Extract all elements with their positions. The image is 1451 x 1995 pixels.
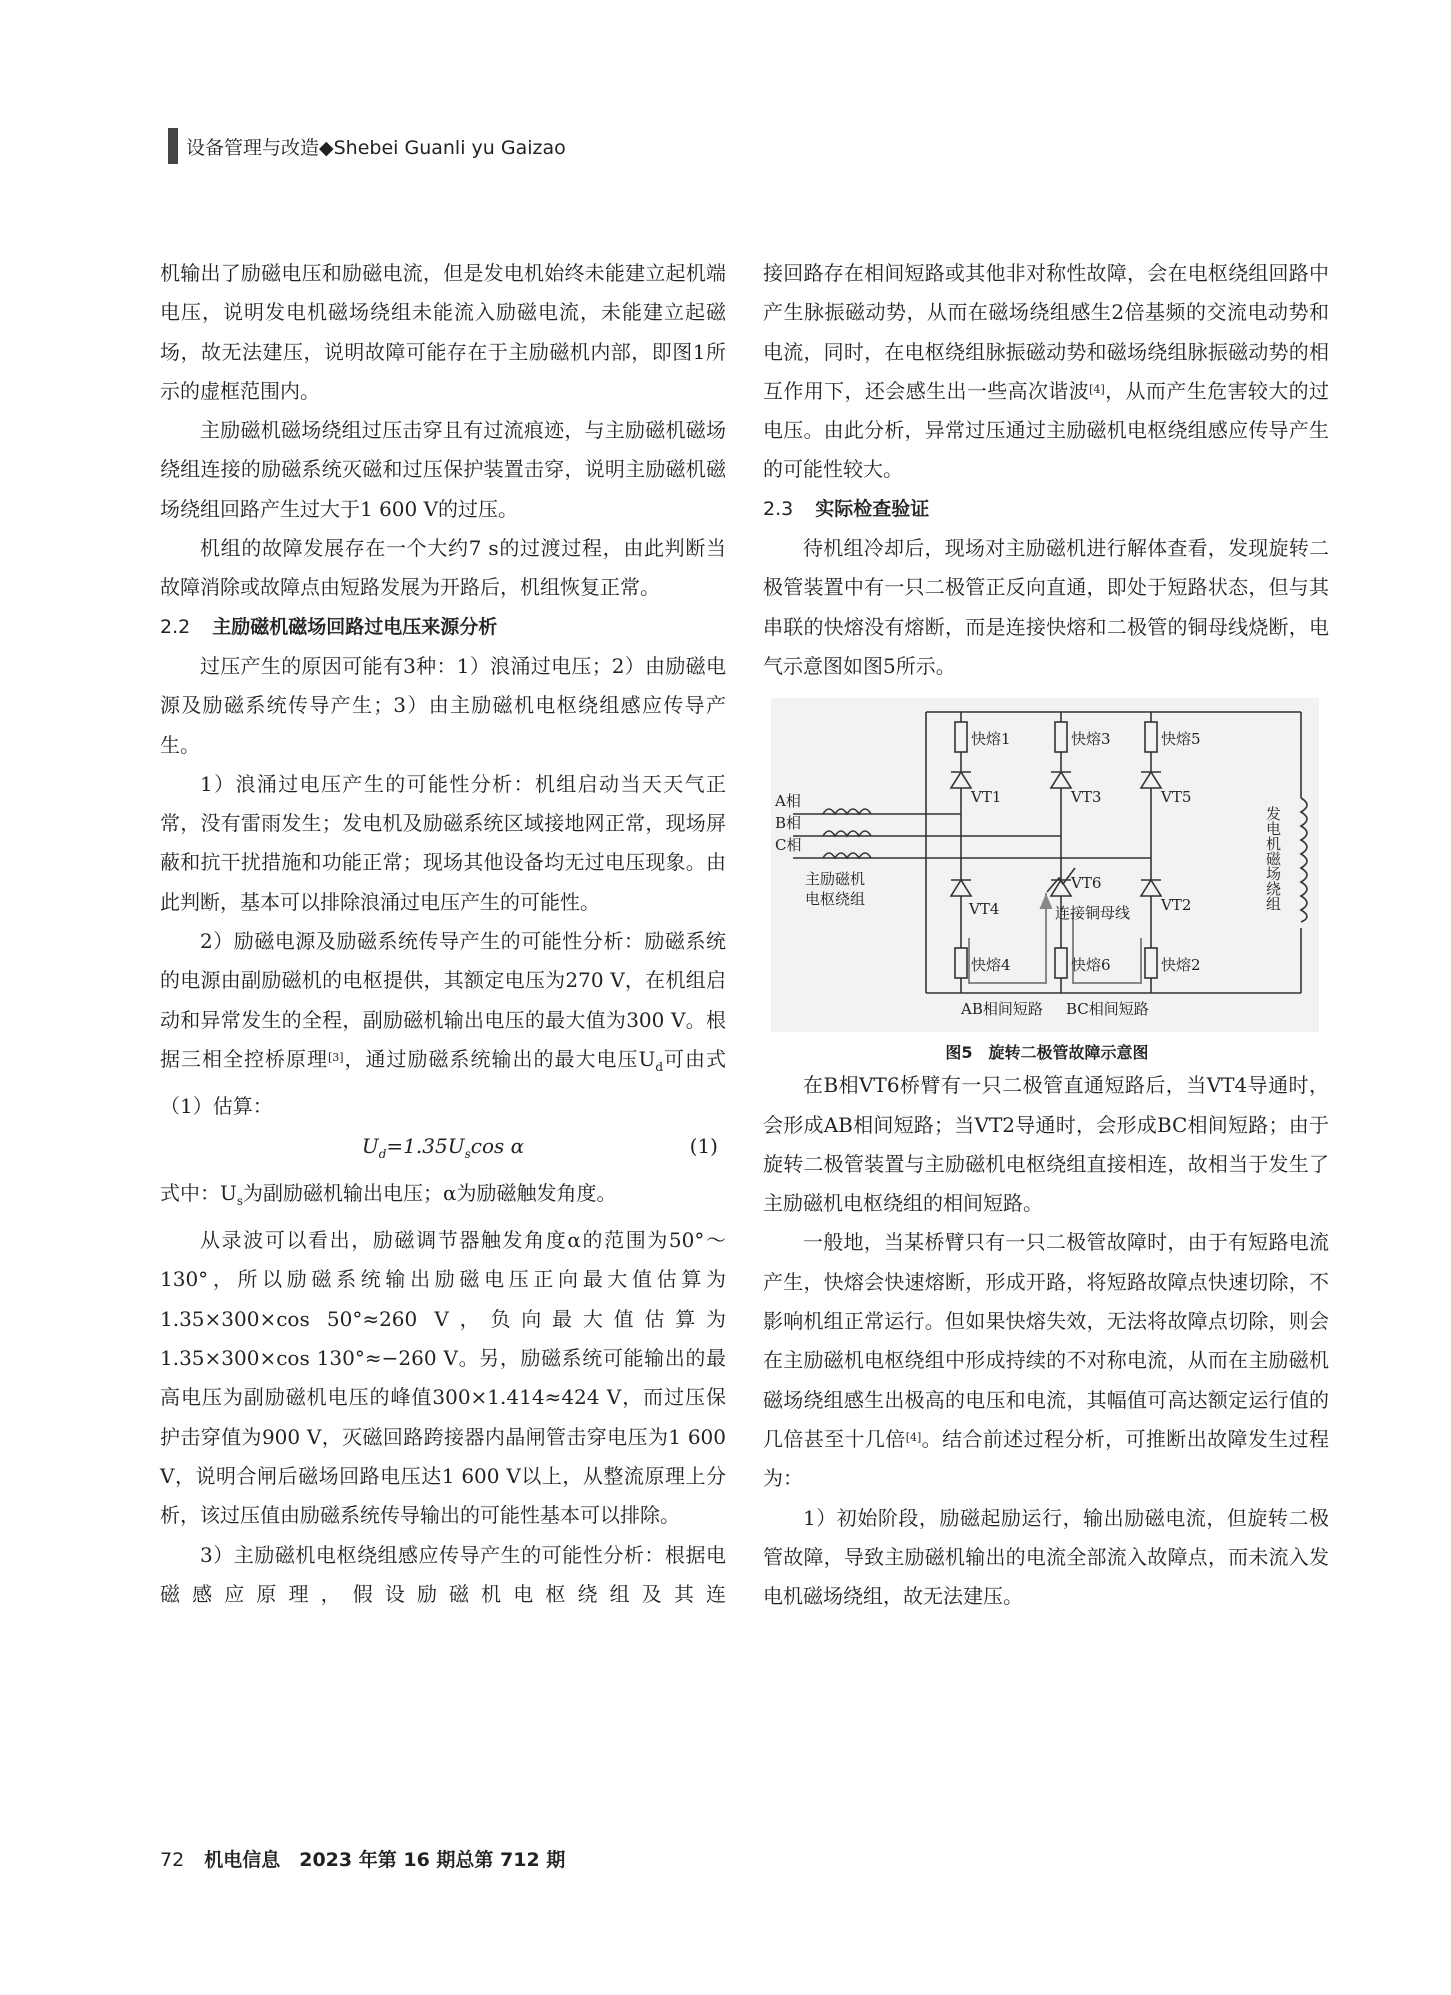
label-fuse4: 快熔4 <box>971 956 1011 975</box>
paragraph <box>763 1223 1329 1498</box>
label-bc-short: BC相间短路 <box>1066 1000 1149 1019</box>
label-fuse2: 快熔2 <box>1161 956 1201 975</box>
text-span: 一般地，当某桥臂只有一只二极管故障时，由于有短路电流产生，快熔会快速熔断，形成开路，将短路故障点快速切除，不影响机组正常运行。但如果快熔失效，无法将故障点切除，则会在主励磁机电枢绕组中形成持续的不对称电流，从而在主励磁机磁场绕组感生出极高的电压和电流，其幅值可高达额定运行值的几倍甚至十几倍 <box>763 1230 1329 1451</box>
formula-var: U <box>361 1133 379 1158</box>
label-armature-1: 主励磁机 <box>805 870 866 889</box>
paragraph: 从录波可以看出，励磁调节器触发角度α的范围为50°～130°，所以励磁系统输出励磁电压正向最大值估算为1.35×300×cos 50°≈260 V，负向最大值估算为1.35×300×cos 130°≈−260 V。另，励磁系统可能输出的最高电压为副励磁机电压的峰值300×1.414≈424 V，而过压保护击穿值为900 V，灭磁回路跨接器内晶闸管击穿电压为1 600 V，说明合闸后磁场回路电压达1 600 V以上，从整流原理上分析，该过压值由励磁系统传导输出的可能性基本可以排除。 <box>160 1228 726 1528</box>
subscript: d <box>378 1146 387 1161</box>
section-heading-2-3 <box>763 490 1329 529</box>
text-span: ，从而产生危害较大的过电压。由此分析，异常过压通过主励磁机电枢绕组感应传导产生的可能性较大。 <box>763 378 1330 482</box>
paragraph: 主励磁机磁场绕组过压击穿且有过流痕迹，与主励磁机磁场绕组连接的励磁系统灭磁和过压保护装置击穿，说明主励磁机磁场绕组回路产生过大于1 600 V的过压。 <box>160 418 726 521</box>
paragraph: 3）主励磁机电枢绕组感应传导产生的可能性分析：根据电磁感应原理，假设励磁机电枢绕组及其连 <box>160 1542 726 1606</box>
running-header <box>168 128 566 164</box>
header-text: 设备管理与改造◆Shebei Guanli yu Gaizao <box>186 136 566 159</box>
section-number: 2.2 <box>160 615 191 638</box>
paragraph: 待机组冷却后，现场对主励磁机进行解体查看，发现旋转二极管装置中有一只二极管正反向直通，即处于短路状态，但与其串联的快熔没有熔断，而是连接快熔和二极管的铜母线烧断，电气示意图如图5所示。 <box>763 536 1329 678</box>
subscript: s <box>464 1146 471 1161</box>
label-vt1: VT1 <box>971 788 1002 807</box>
label-fuse6: 快熔6 <box>1071 956 1111 975</box>
label-phase-c: C相 <box>775 836 802 855</box>
fuse-4 <box>955 948 967 978</box>
text-span: 。结合前述过程分析，可推断出故障发生过程为： <box>763 1426 1330 1491</box>
journal-info: 机电信息 2023 年第 16 期总第 712 期 <box>204 1849 566 1871</box>
left-column <box>160 254 726 1614</box>
paragraph: 机输出了励磁电压和励磁电流，但是发电机始终未能建立起机端电压，说明发电机磁场绕组未能流入励磁电流，未能建立起磁场，故无法建压，说明故障可能存在于主励磁机内部，即图1所示的虚框范围内。 <box>160 261 726 403</box>
label-phase-a: A相 <box>775 792 801 811</box>
section-heading-2-2 <box>160 608 726 647</box>
text-span: 式中：U <box>160 1180 237 1205</box>
right-column <box>763 254 1329 1616</box>
figure-caption: 图5 旋转二极管故障示意图 <box>945 1043 1149 1063</box>
citation: [4] <box>905 1430 922 1444</box>
section-title: 实际检查验证 <box>815 497 930 520</box>
text-span: 2）励磁电源及励磁系统传导产生的可能性分析：励磁系统的电源由副励磁机的电枢提供，其额定电压为270 V，在机组启动和异常发生的全程，副励磁机输出电压的最大值为300 V。根据三相全控桥原理 <box>160 929 726 1071</box>
citation: [4] <box>1089 382 1105 396</box>
label-fuse5: 快熔5 <box>1161 730 1201 749</box>
label-vt6: VT6 <box>1071 874 1102 893</box>
paragraph <box>160 1174 726 1221</box>
subscript: d <box>655 1059 664 1074</box>
paragraph: 1）浪涌过电压产生的可能性分析：机组启动当天天气正常，没有雷雨发生；发电机及励磁系统区域接地网正常，现场屏蔽和抗干扰措施和功能正常；现场其他设备均无过电压现象。由此判断，基本可以排除浪涌过电压产生的可能性。 <box>160 771 726 914</box>
page-footer <box>160 1845 565 1872</box>
section-number: 2.3 <box>763 497 794 520</box>
page-number: 72 <box>160 1849 185 1871</box>
fuse-6 <box>1055 948 1067 978</box>
paragraph: 过压产生的原因可能有3种：1）浪涌过电压；2）由励磁电源及励磁系统传导产生；3）由主励磁机电枢绕组感应传导产生。 <box>160 653 726 757</box>
subscript: s <box>236 1193 244 1208</box>
label-fuse3: 快熔3 <box>1071 730 1111 749</box>
label-vt4: VT4 <box>969 900 1000 919</box>
header-bar <box>168 128 178 164</box>
text-span: 为副励磁机输出电压；α为励磁触发角度。 <box>243 1180 617 1205</box>
paragraph: 在B相VT6桥臂有一只二极管直通短路后，当VT4导通时，会形成AB相间短路；当VT2导通时，会形成BC相间短路；由于旋转二极管装置与主励磁机电枢绕组直接相连，故相当于发生了主励磁机电枢绕组的相间短路。 <box>763 1073 1329 1216</box>
citation: [3] <box>327 1050 344 1064</box>
fuse-5 <box>1145 722 1157 752</box>
text-span: 接回路存在相间短路或其他非对称性故障，会在电枢绕组回路中产生脉振磁动势，从而在磁场绕组感生2倍基频的交流电动势和电流，同时，在电枢绕组脉振磁动势和磁场绕组脉振磁动势的相互作用下，还会感生出一些高次谐波 <box>763 261 1329 403</box>
text-span: ，通过励磁系统输出的最大电压U <box>343 1046 656 1071</box>
label-vt2: VT2 <box>1161 896 1192 915</box>
section-title: 主励磁机磁场回路过电压来源分析 <box>212 615 498 638</box>
fuse-2 <box>1145 948 1157 978</box>
paragraph <box>160 922 726 1126</box>
label-vt3: VT3 <box>1071 788 1102 807</box>
fuse-3 <box>1055 722 1067 752</box>
label-field-winding: 发电机磁场绕组 <box>1264 806 1282 912</box>
label-fuse1: 快熔1 <box>971 730 1011 749</box>
circuit-diagram <box>771 698 1319 1032</box>
paragraph <box>763 254 1329 490</box>
formula-end: cos α <box>470 1133 525 1158</box>
fuse-1 <box>955 722 967 752</box>
label-vt5: VT5 <box>1161 788 1192 807</box>
paragraph: 1）初始阶段，励磁起励运行，输出励磁电流，但旋转二极管故障，导致主励磁机输出的电流全部流入故障点，而未流入发电机磁场绕组，故无法建压。 <box>763 1505 1329 1609</box>
label-phase-b: B相 <box>775 814 802 833</box>
label-ab-short: AB相间短路 <box>961 1000 1043 1019</box>
paragraph: 机组的故障发展存在一个大约7 s的过渡过程，由此判断当故障消除或故障点由短路发展为开路后，机组恢复正常。 <box>160 536 726 600</box>
label-busbar: 连接铜母线 <box>1055 904 1131 923</box>
text-span: 可由式（1）估算： <box>160 1046 727 1119</box>
equation-1 <box>160 1127 726 1174</box>
figure-5 <box>771 698 1323 1066</box>
formula-mid: =1.35U <box>386 1133 465 1158</box>
equation-number: (1) <box>689 1133 718 1158</box>
label-armature-2: 电枢绕组 <box>805 890 866 909</box>
